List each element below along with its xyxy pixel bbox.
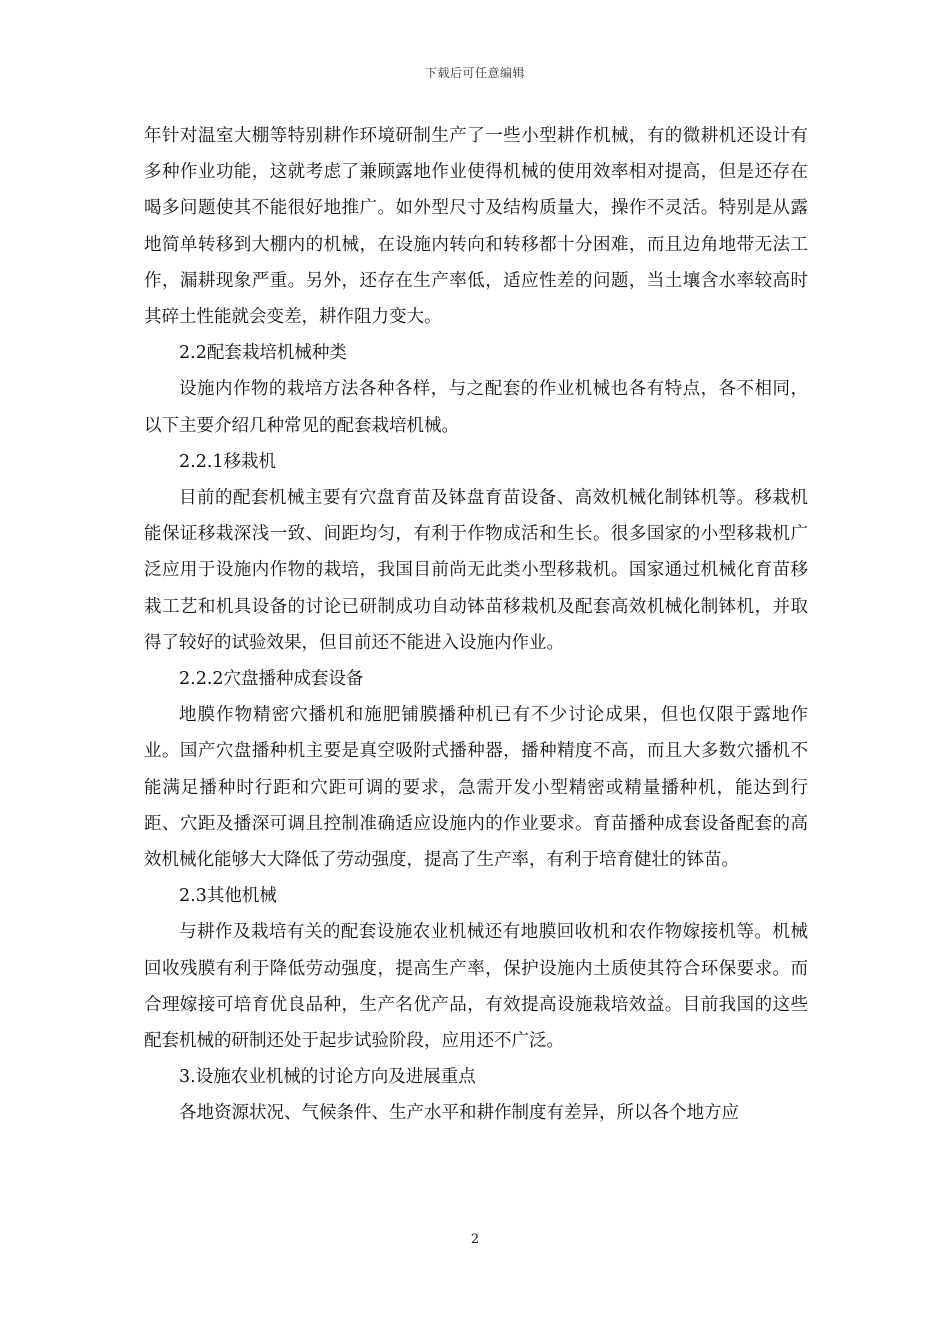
paragraph-regional-conditions: 各地资源状况、气候条件、生产水平和耕作制度有差异，所以各个地方应 — [179, 1103, 739, 1124]
section-heading-2-2-1: 2.2.1移栽机 — [179, 451, 277, 472]
section-heading-3: 3.设施农业机械的讨论方向及进展重点 — [179, 1067, 476, 1088]
section-heading-2-2-2: 2.2.2穴盘播种成套设备 — [179, 669, 364, 690]
paragraph-other-machinery: 与耕作及栽培有关的配套设施农业机械还有地膜回收机和农作物嫁接机等。机械回收残膜有利于降低劳动强度，提高生产率，保护设施内土质使其符合环保要求。而合理嫁接可培育优良品种，生产名优产品，有效提高设施栽培效益。目前我国的这些配套机械的研制还处于起步试验阶段，应用还不广泛。 — [144, 922, 808, 1052]
paragraph-transplanter: 目前的配套机械主要有穴盘育苗及钵盘育苗设备、高效机械化制钵机等。移栽机能保证移栽深浅一致、间距均匀，有利于作物成活和生长。很多国家的小型移栽机广泛应用于设施内作物的栽培，我国目前尚无此类小型移栽机。国家通过机械化育苗移栽工艺和机具设备的讨论已研制成功自动钵苗移栽机及配套高效机械化制钵机，并取得了较好的试验效果，但目前还不能进入设施内作业。 — [144, 488, 808, 653]
page-number: 2 — [470, 1232, 480, 1247]
paragraph-seeding-equipment: 地膜作物精密穴播机和施肥铺膜播种机已有不少讨论成果，但也仅限于露地作业。国产穴盘播种机主要是真空吸附式播种器，播种精度不高，而且大多数穴播机不能满足播种时行距和穴距可调的要求，急需开发小型精密或精量播种机，能达到行距、穴距及播深可调且控制准确适应设施内的作业要求。育苗播种成套设备配套的高效机械化能够大大降低了劳动强度，提高了生产率，有利于培育健壮的钵苗。 — [144, 705, 808, 871]
section-heading-2-2: 2.2配套栽培机械种类 — [179, 343, 347, 364]
section-heading-2-3: 2.3其他机械 — [179, 886, 277, 907]
paragraph-cultivation-intro: 设施内作物的栽培方法各种各样，与之配套的作业机械也各有特点，各不相同，以下主要介绍几种常见的配套栽培机械。 — [144, 379, 808, 436]
document-body — [144, 118, 808, 1132]
paragraph-tillage-problems: 年针对温室大棚等特别耕作环境研制生产了一些小型耕作机械，有的微耕机还设计有多种作业功能，这就考虑了兼顾露地作业使得机械的使用效率相对提高，但是还存在喝多问题使其不能很好地推广。如外型尺寸及结构质量大，操作不灵活。特别是从露地简单转移到大棚内的机械，在设施内转向和转移都十分困难，而且边角地带无法工作，漏耕现象严重。另外，还存在生产率低，适应性差的问题，当土壤含水率较高时其碎土性能就会变差，耕作阻力变大。 — [144, 126, 808, 328]
page-header: 下载后可任意编辑 — [424, 66, 525, 80]
